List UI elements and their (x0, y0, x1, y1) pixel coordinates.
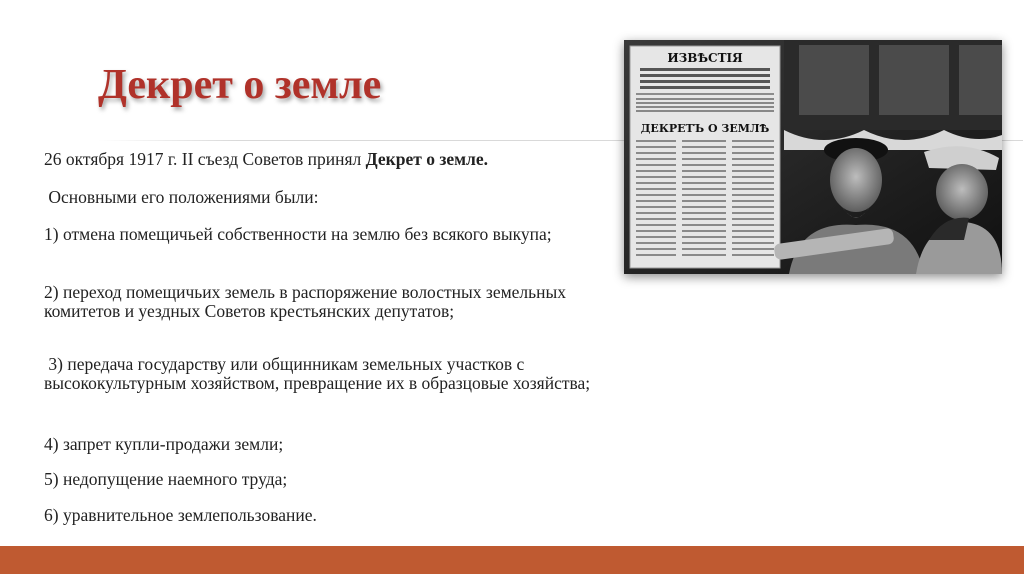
intro-text: 26 октября 1917 г. II съезд Советов принял (44, 149, 366, 169)
point-3: 3) передача государству или общинникам земельных участков с высококультурным хозяйством, превращение их в образцовые хозяйства; (44, 354, 591, 393)
intro-paragraph (44, 150, 634, 169)
point-4: 4) запрет купли-продажи земли; (44, 434, 284, 454)
historical-photo (624, 40, 1002, 274)
point-2: 2) переход помещичьих земель в распоряжение волостных земельных комитетов и уездных Советов крестьянских депутатов; (44, 282, 567, 321)
point-1: 1) отмена помещичьей собственности на землю без всякого выкупа; (44, 224, 552, 244)
slide-title: Декрет о земле (98, 62, 382, 108)
footer-bar (0, 546, 1024, 574)
newspaper-masthead: ИЗВѢСТІЯ (667, 51, 743, 65)
point-5: 5) недопущение наемного труда; (44, 469, 288, 489)
subheading: Основными его положениями были: (44, 187, 319, 207)
historical-photo-illustration (624, 40, 1002, 274)
newspaper-headline: ДЕКРЕТЪ О ЗЕМЛѢ (640, 122, 770, 135)
point-6: 6) уравнительное землепользование. (44, 505, 317, 525)
intro-decree-name: Декрет о земле. (365, 149, 489, 169)
